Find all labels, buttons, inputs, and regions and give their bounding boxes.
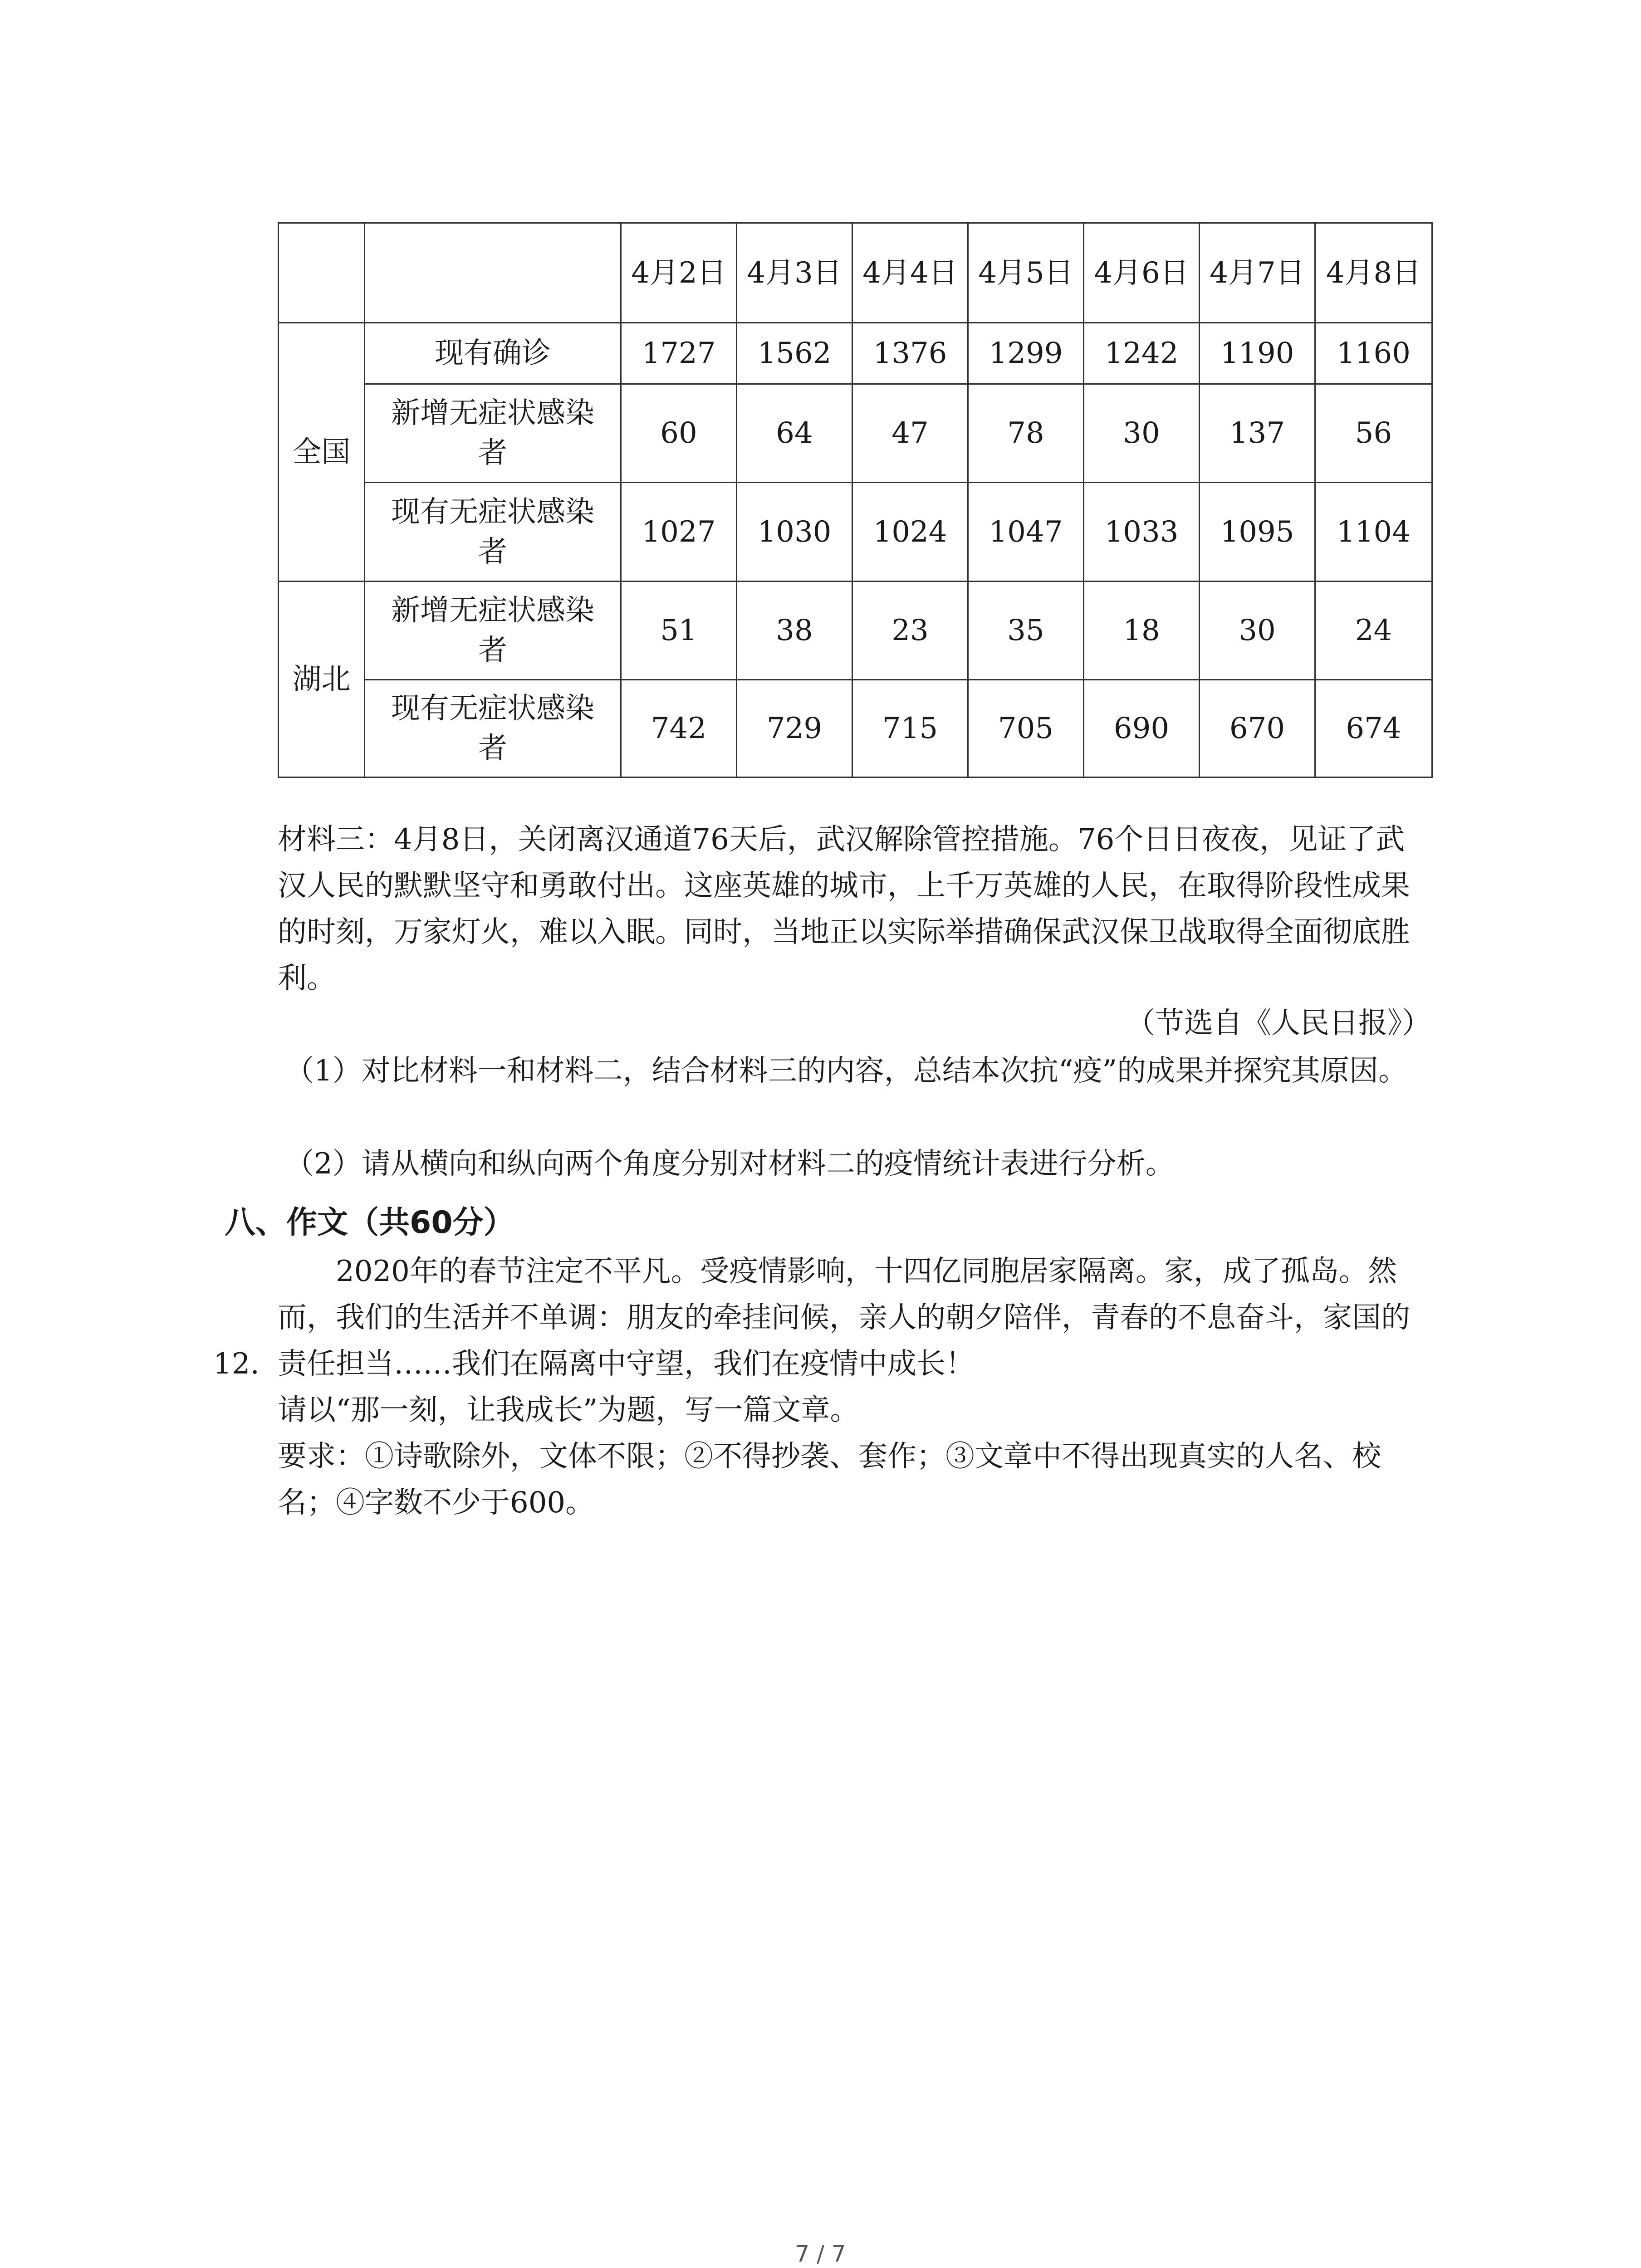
- question-two: （2）请从横向和纵向两个角度分别对材料二的疫情统计表进行分析。: [285, 1147, 1175, 1181]
- value-cell: 1047: [968, 483, 1084, 582]
- date-header-cell: 4月5日: [968, 223, 1084, 323]
- value-cell: 1095: [1200, 483, 1315, 582]
- date-header-cell: 4月6日: [1084, 223, 1200, 323]
- table-row: [279, 384, 1432, 483]
- value-cell: 705: [968, 680, 1084, 777]
- value-cell: 1024: [852, 483, 968, 582]
- value-cell: 35: [968, 582, 1084, 680]
- value-cell: 742: [621, 680, 737, 777]
- material-three-paragraph: 材料三：4月8日，关闭离汉通道76天后，武汉解除管控措施。76个日日夜夜，见证了武汉人民的默默坚守和勇敢付出。这座英雄的城市，上千万英雄的人民，在取得阶段性成果的时刻，万家灯火，难以入眠。同时，当地正以实际举措确保武汉保卫战取得全面彻底胜利。: [278, 823, 1410, 995]
- value-cell: 690: [1084, 680, 1200, 777]
- date-header-cell: 4月4日: [852, 223, 968, 323]
- date-header-cell: 4月3日: [737, 223, 852, 323]
- value-cell: 56: [1315, 384, 1432, 483]
- value-cell: 64: [737, 384, 852, 483]
- value-cell: 23: [852, 582, 968, 680]
- empty-header-cell: [279, 223, 365, 323]
- question-number: 12.: [213, 1347, 260, 1381]
- value-cell: 47: [852, 384, 968, 483]
- value-cell: 1562: [737, 323, 852, 384]
- table-header-row: [279, 223, 1432, 323]
- value-cell: 1376: [852, 323, 968, 384]
- essay-requirements: 要求：①诗歌除外，文体不限；②不得抄袭、套作；③文章中不得出现真实的人名、校名；④字数不少于600。: [278, 1440, 1381, 1520]
- source-citation: （节选自《人民日报》）: [1126, 1007, 1431, 1040]
- region-cell-hubei: 湖北: [279, 582, 365, 777]
- value-cell: 1242: [1084, 323, 1200, 384]
- value-cell: 1190: [1200, 323, 1315, 384]
- value-cell: 30: [1200, 582, 1315, 680]
- row-label-cell: 现有确诊: [365, 323, 621, 384]
- value-cell: 30: [1084, 384, 1200, 483]
- value-cell: 38: [737, 582, 852, 680]
- value-cell: 51: [621, 582, 737, 680]
- value-cell: 137: [1200, 384, 1315, 483]
- date-header-cell: 4月7日: [1200, 223, 1315, 323]
- epidemic-statistics-table: [278, 222, 1433, 778]
- question-one: （1）对比材料一和材料二，结合材料三的内容，总结本次抗“疫”的成果并探究其原因。: [285, 1054, 1408, 1088]
- row-label-cell: 现有无症状感染者: [365, 483, 621, 582]
- table-row: [279, 582, 1432, 680]
- row-label-cell: 新增无症状感染者: [365, 384, 621, 483]
- row-label-cell: 现有无症状感染者: [365, 680, 621, 777]
- value-cell: 1027: [621, 483, 737, 582]
- value-cell: 729: [737, 680, 852, 777]
- value-cell: 1727: [621, 323, 737, 384]
- row-label-cell: 新增无症状感染者: [365, 582, 621, 680]
- value-cell: 24: [1315, 582, 1432, 680]
- value-cell: 1104: [1315, 483, 1432, 582]
- value-cell: 1033: [1084, 483, 1200, 582]
- value-cell: 674: [1315, 680, 1432, 777]
- region-cell-national: 全国: [279, 323, 365, 582]
- value-cell: 1160: [1315, 323, 1432, 384]
- essay-intro-paragraph: 2020年的春节注定不平凡。受疫情影响，十四亿同胞居家隔离。家，成了孤岛。然而，我们的生活并不单调：朋友的牵挂问候，亲人的朝夕陪伴，青春的不息奋斗，家国的责任担当……我们在隔离中守望，我们在疫情中成长！: [278, 1255, 1410, 1381]
- value-cell: 60: [621, 384, 737, 483]
- section-eight-heading: 八、作文（共60分）: [225, 1205, 514, 1241]
- value-cell: 18: [1084, 582, 1200, 680]
- value-cell: 715: [852, 680, 968, 777]
- value-cell: 670: [1200, 680, 1315, 777]
- value-cell: 1299: [968, 323, 1084, 384]
- essay-prompt: 请以“那一刻，让我成长”为题，写一篇文章。: [278, 1393, 859, 1427]
- table-row: [279, 323, 1432, 384]
- table-row: [279, 680, 1432, 777]
- value-cell: 1030: [737, 483, 852, 582]
- date-header-cell: 4月2日: [621, 223, 737, 323]
- empty-header-cell: [365, 223, 621, 323]
- date-header-cell: 4月8日: [1315, 223, 1432, 323]
- page-number: 7 / 7: [795, 2241, 846, 2267]
- value-cell: 78: [968, 384, 1084, 483]
- table-row: [279, 483, 1432, 582]
